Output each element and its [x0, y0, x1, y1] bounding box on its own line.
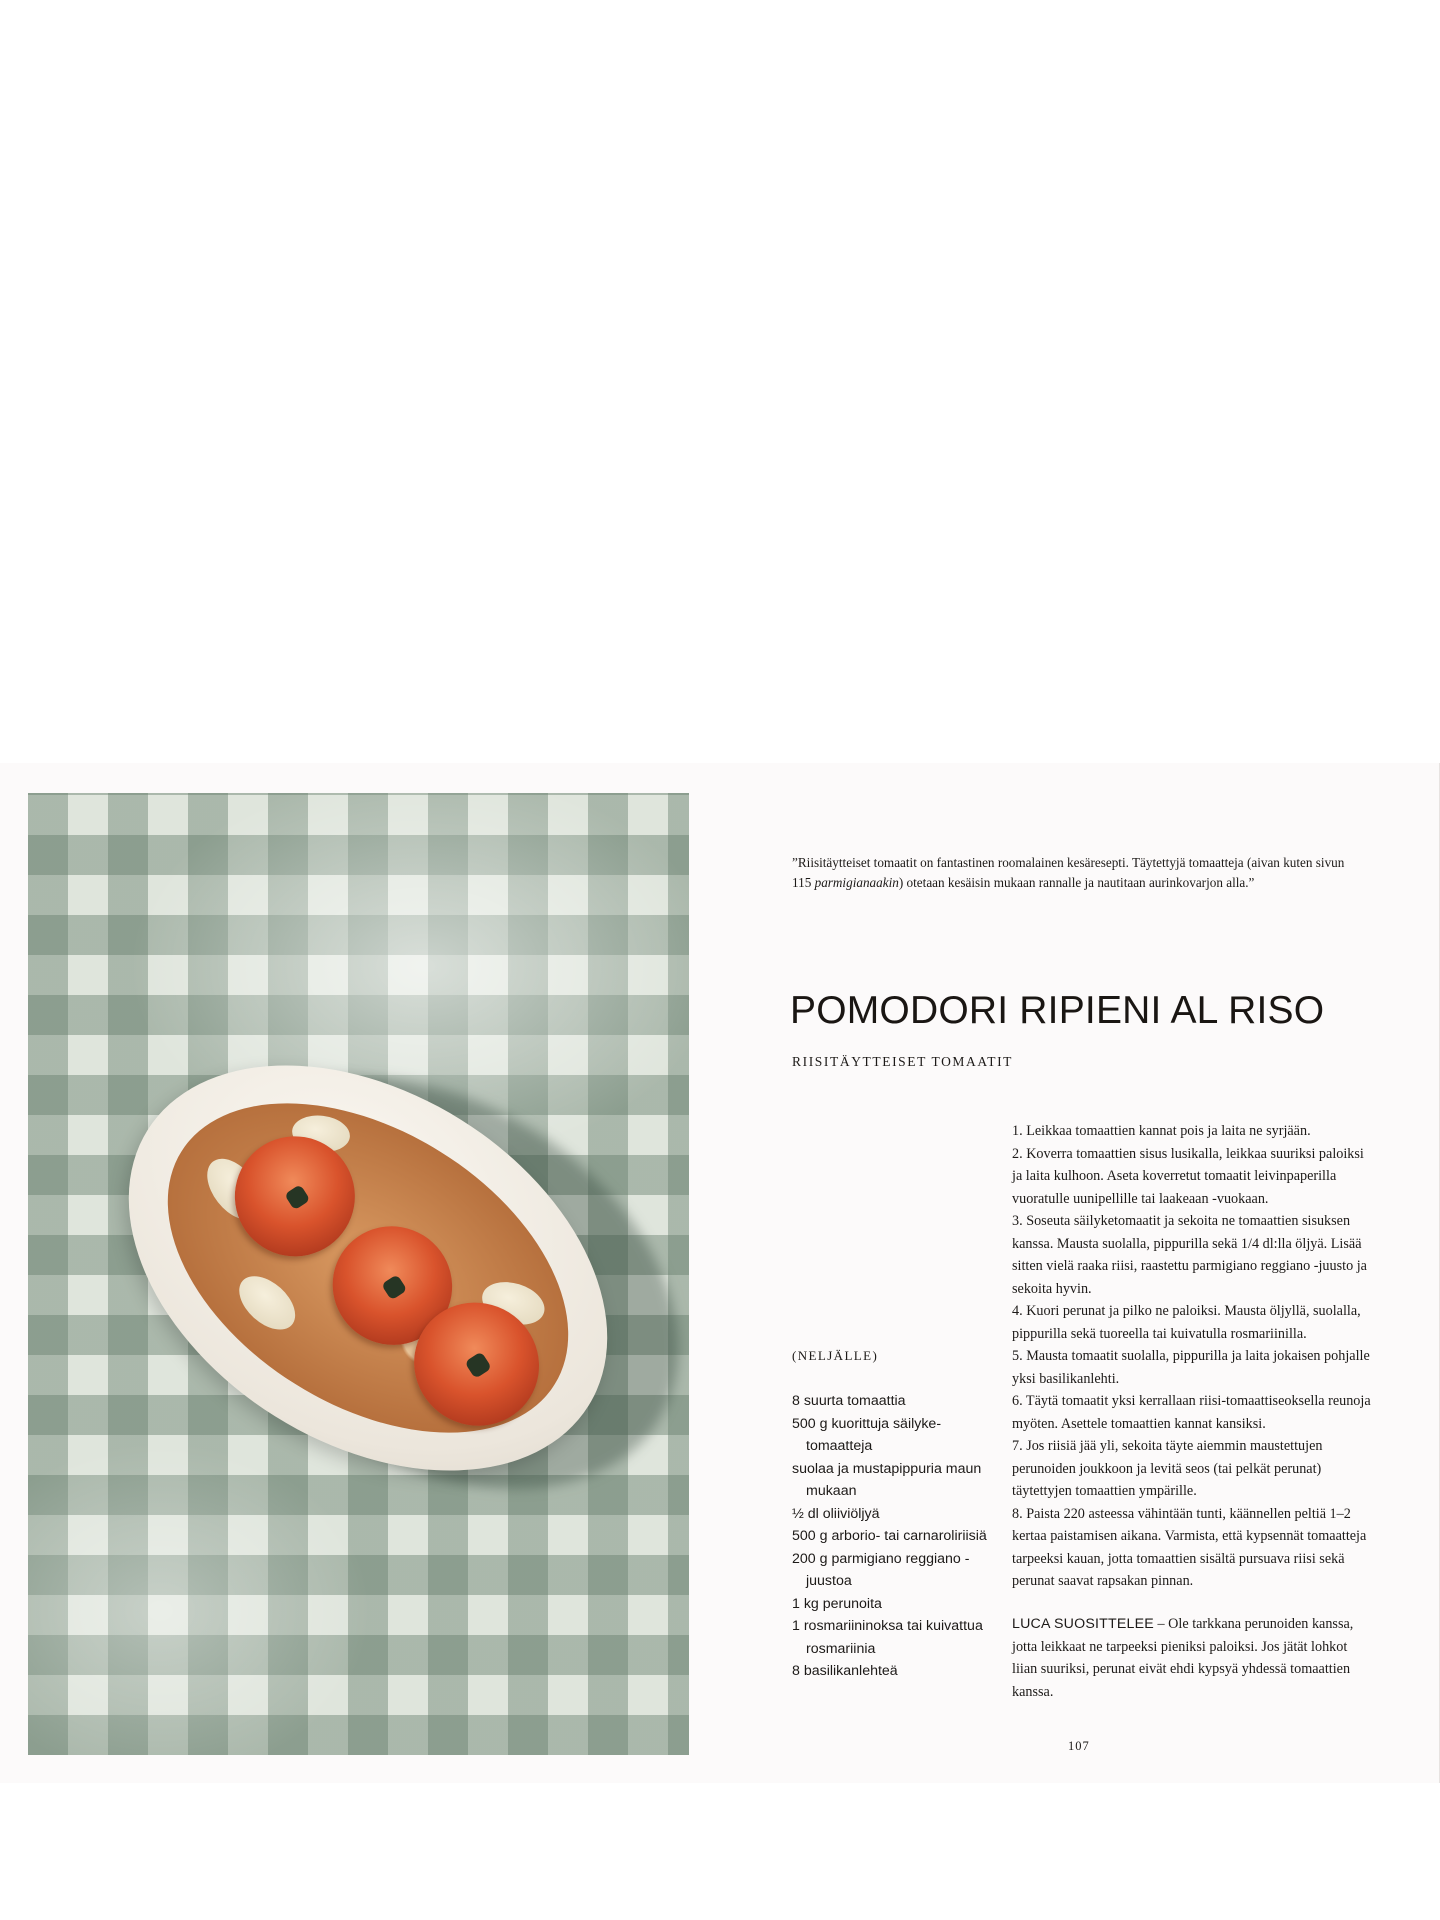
method-step: 4. Kuori perunat ja pilko ne paloiksi. Mausta öljyllä, suolalla, pippurilla sekä tuoreella tai kuivatulla rosmariinilla.: [1012, 1303, 1361, 1342]
ingredient-item: 1 rosmariininoksa tai kuivattua rosmariinia: [792, 1618, 983, 1657]
quote-emphasis: parmigianaakin: [814, 875, 899, 890]
ingredient-item: suolaa ja mustapippuria maun mukaan: [792, 1460, 982, 1499]
method-step: 2. Koverra tomaattien sisus lusikalla, leikkaa suuriksi paloiksi ja laita kulhoon. Aseta koverretut tomaatit leivinpaperilla vuoratulle uunipellille tai laakeaan -vuokaan.: [1012, 1145, 1364, 1207]
potato-slice: [229, 1266, 305, 1340]
ingredient-item: 1 kg perunoita: [792, 1595, 882, 1612]
tip-heading: LUCA SUOSITTELEE: [1012, 1616, 1154, 1632]
quote-text-end: ) otetaan kesäisin mukaan rannalle ja nautitaan aurinkovarjon alla.”: [898, 875, 1255, 890]
ingredient-item: 500 g arborio- tai carnaroliriisiä: [792, 1528, 987, 1544]
method-step: 8. Paista 220 asteessa vähintään tunti, käännellen peltiä 1–2 kertaa paistamisen aikana. Varmista, että kypsennät tomaatteja tarpeeksi kauan, jotta tomaattien sisältä pursuava riisi sekä perunat saavat rapsakan pinnan.: [1012, 1505, 1367, 1589]
page-number: 107: [1068, 1739, 1090, 1753]
recipe-photo: [28, 793, 689, 1755]
tip-text: – Ole tarkkana perunoiden kanssa, jotta leikkaat ne tarpeeksi pieniksi paloiksi. Jos jätät lohkot liian suuriksi, perunat eivät ehdi kypsyä yhdessä tomaattien kanssa.: [1012, 1616, 1354, 1700]
ingredient-list: [792, 1390, 992, 1683]
ingredient-item: 8 suurta tomaattia: [792, 1393, 906, 1409]
ingredient-item: 8 basilikanlehteä: [792, 1663, 898, 1679]
ingredient-item: 200 g parmigiano reggiano -juustoa: [792, 1550, 970, 1589]
servings-label: (NELJÄLLE): [792, 1348, 879, 1363]
intro-quote: [792, 853, 1352, 893]
method-step: 6. Täytä tomaatit yksi kerrallaan riisi-tomaattiseoksella reunoja myöten. Asettele tomaattien kannat kansiksi.: [1012, 1393, 1371, 1432]
book-spread: [0, 763, 1440, 1783]
recipe-title: POMODORI RIPIENI AL RISO: [790, 989, 1325, 1032]
method-step: 5. Mausta tomaatit suolalla, pippurilla ja laita jokaisen pohjalle yksi basilikanlehti.: [1012, 1348, 1370, 1387]
chef-tip: [1012, 1613, 1372, 1703]
method-step: 1. Leikkaa tomaattien kannat pois ja laita ne syrjään.: [1012, 1123, 1311, 1139]
ingredient-item: 500 g kuorittuja säilyke-tomaatteja: [792, 1415, 942, 1454]
method-step: 3. Soseuta säilyketomaatit ja sekoita ne tomaattien sisuksen kanssa. Mausta suolalla, pippurilla sekä 1/4 dl:lla öljyä. Lisää sitten vielä raaka riisi, raastettu parmigiano reggiano -juusto ja sekoita hyvin.: [1012, 1213, 1367, 1297]
method-steps: [1012, 1120, 1372, 1593]
method-step: 7. Jos riisiä jää yli, sekoita täyte aiemmin maustettujen perunoiden joukkoon ja levitä seos (tai pelkät perunat) täytettyjen tomaattien ympärille.: [1012, 1438, 1323, 1499]
recipe-subtitle: RIISITÄYTTEISET TOMAATIT: [792, 1054, 1014, 1069]
ingredient-item: ½ dl oliiviöljyä: [792, 1505, 880, 1522]
quote-text: ”Riisitäytteiset tomaatit on fantastinen roomalainen kesäresepti. Täytettyjä tomaatteja (aivan kuten sivun 115: [792, 855, 1345, 890]
